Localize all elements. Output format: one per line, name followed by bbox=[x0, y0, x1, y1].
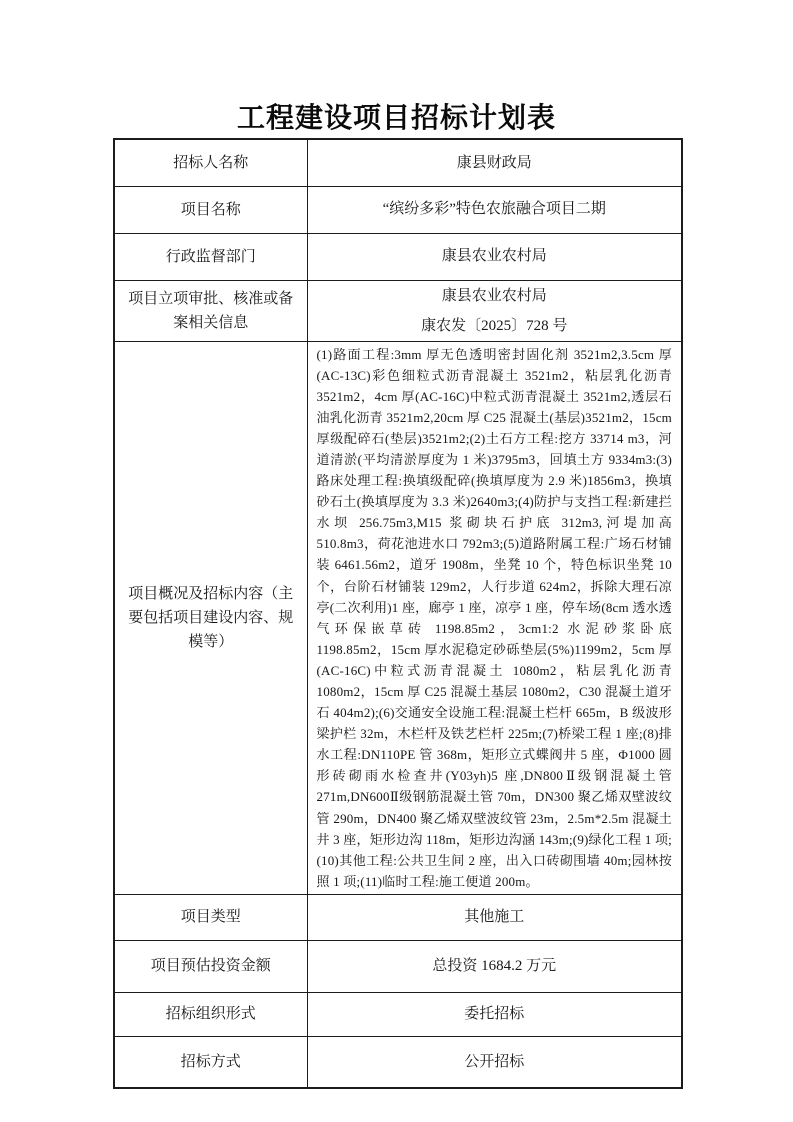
row-label-bidding-method: 招标方式 bbox=[114, 1036, 307, 1088]
row-label-organization-form: 招标组织形式 bbox=[114, 992, 307, 1036]
table-row bbox=[114, 139, 682, 186]
row-value-supervising-dept: 康县农业农村局 bbox=[307, 233, 682, 280]
row-label-estimated-investment: 项目预估投资金额 bbox=[114, 940, 307, 992]
row-value-organization-form: 委托招标 bbox=[307, 992, 682, 1036]
row-value-estimated-investment: 总投资 1684.2 万元 bbox=[307, 940, 682, 992]
row-value-project-name: “缤纷多彩”特色农旅融合项目二期 bbox=[307, 186, 682, 233]
table-row bbox=[114, 233, 682, 280]
row-label-bidder-name: 招标人名称 bbox=[114, 139, 307, 186]
table-row bbox=[114, 341, 682, 894]
page-title: 工程建设项目招标计划表 bbox=[236, 103, 556, 134]
approval-info-line: 康农发〔2025〕728 号 bbox=[421, 317, 568, 334]
table-row bbox=[114, 1036, 682, 1088]
table-row bbox=[114, 940, 682, 992]
table-row bbox=[114, 280, 682, 341]
row-value-project-type: 其他施工 bbox=[307, 894, 682, 940]
table-row bbox=[114, 992, 682, 1036]
row-label-project-name: 项目名称 bbox=[114, 186, 307, 233]
tender-plan-table bbox=[113, 138, 683, 1089]
project-overview-text: (1)路面工程:3mm 厚无色透明密封固化剂 3521m2,3.5cm 厚(AC-13C)彩色细粒式沥青混凝土 3521m2，粘层乳化沥青 3521m2，4cm 厚(AC-16C)中粒式沥青混凝土 3521m2,透层石油乳化沥青 3521m2,20cm 厚 C25 混凝土(基层)3521m2，15cm 厚级配碎石(垫层)3521m2;(2)土石方工程:挖方 33714 m3，河道清淤(平均清淤厚度为 1 米)3795m3，回填土方 9334m3:(3)路床处理工程:换填级配碎(换填厚度为 2.9 米)1856m3，换填砂石土(换填厚度为 3.3 米)2640m3;(4)防护与支挡工程:新建拦水坝 256.75m3,M15 浆砌块石护底 312m3,河堤加高 510.8m3，荷花池进水口 792m3;(5)道路附属工程:广场石材铺装 6461.56m2，道牙 1908m，坐凳 10 个，特色标识坐凳 10 个，台阶石材铺装 129m2，人行步道 624m2，拆除大理石凉亭(二次利用)1 座，廊亭 1 座，凉亭 1 座，停车场(8cm 透水透气环保嵌草砖 1198.85m2，3cm1:2 水泥砂浆卧底 1198.85m2，15cm 厚水泥稳定砂砾垫层(5%)1199m2，5cm 厚(AC-16C)中粒式沥青混凝土 1080m2，粘层乳化沥青 1080m2，15cm 厚 C25 混凝土基层 1080m2，C30 混凝土道牙石 404m2);(6)交通安全设施工程:混凝土栏杆 665m，B 级波形梁护栏 32m，木栏杆及铁艺栏杆 225m;(7)桥梁工程 1 座;(8)排水工程:DN110PE 管 368m，矩形立式蝶阀井 5 座，Φ1000 圆形砖砌雨水检查井(Y03yh)5 座,DN800Ⅱ级钢混凝土管 271m,DN600Ⅱ级钢筋混凝土管 70m，DN300 聚乙烯双壁波纹管 290m，DN400 聚乙烯双壁波纹管 23m，2.5m*2.5m 混凝土井 3 座，矩形边沟 118m，矩形边沟涵 143m;(9)绿化工程 1 项;(10)其他工程:公共卫生间 2 座，出入口砖砌围墙 40m;园林按照 1 项;(11)临时工程:施工便道 200m。 bbox=[307, 341, 682, 894]
row-label-approval-info: 项目立项审批、核准或备案相关信息 bbox=[114, 280, 307, 341]
row-value-bidding-method: 公开招标 bbox=[307, 1036, 682, 1088]
table-row bbox=[114, 186, 682, 233]
row-label-project-type: 项目类型 bbox=[114, 894, 307, 940]
row-label-project-overview: 项目概况及招标内容（主要包括项目建设内容、规模等） bbox=[114, 341, 307, 894]
row-value-bidder-name: 康县财政局 bbox=[307, 139, 682, 186]
row-label-supervising-dept: 行政监督部门 bbox=[114, 233, 307, 280]
row-value-approval-info bbox=[307, 280, 682, 341]
approval-info-line: 康县农业农村局 bbox=[441, 287, 547, 304]
table-row bbox=[114, 894, 682, 940]
